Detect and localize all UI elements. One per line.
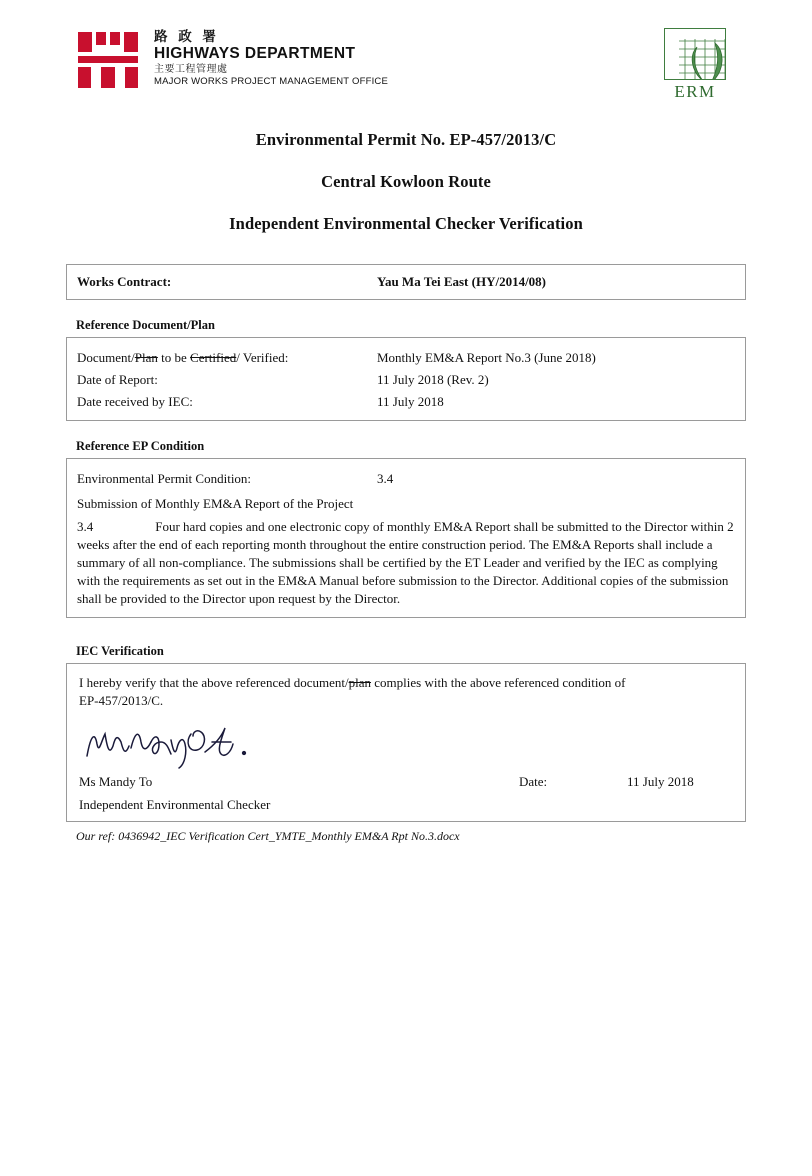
document-page xyxy=(0,28,812,1176)
date-received-by-iec-value: 11 July 2018 xyxy=(377,394,444,409)
reference-document-box xyxy=(66,337,746,421)
statement-struck-plan: plan xyxy=(348,674,372,690)
date-of-report-value: 11 July 2018 (Rev. 2) xyxy=(377,372,489,387)
date-of-report-label: Date of Report: xyxy=(77,372,158,387)
reference-document-section-label: Reference Document/Plan xyxy=(76,318,215,332)
page-title-verification: Independent Environmental Checker Verification xyxy=(229,214,583,233)
ep-condition-label: Environmental Permit Condition: xyxy=(77,471,252,486)
statement-part1: I hereby verify that the above referenced document/ xyxy=(79,674,349,690)
highways-department-logo-group xyxy=(78,30,388,88)
signer-role: Independent Environmental Checker xyxy=(79,796,271,812)
ep-condition-subtitle: Submission of Monthly EM&A Report of the Project xyxy=(77,496,354,511)
signature-date-value: 11 July 2018 xyxy=(627,773,694,789)
erm-globe-icon xyxy=(664,28,726,80)
document-header xyxy=(66,28,746,108)
works-contract-box xyxy=(66,264,746,300)
document-label-struck-plan: Plan xyxy=(134,350,158,365)
highways-department-name-block xyxy=(154,30,388,87)
iec-verification-statement xyxy=(79,674,733,710)
reference-ep-condition-box xyxy=(66,458,746,618)
document-label-part1: Document/ xyxy=(77,350,135,365)
our-ref-footer: Our ref: 0436942_IEC Verification Cert_YMTE_Monthly EM&A Rpt No.3.docx xyxy=(76,828,460,843)
ep-condition-value: 3.4 xyxy=(377,471,394,486)
signature-image xyxy=(81,716,733,772)
hd-chinese-office: 主要工程管理處 xyxy=(154,64,228,76)
document-certified-value: Monthly EM&A Report No.3 (June 2018) xyxy=(377,350,596,365)
statement-part2: complies with the above referenced condition of xyxy=(371,674,626,690)
ep-condition-clause-text: Four hard copies and one electronic copy of monthly EM&A Report shall be submitted to the Director within 2 weeks after the end of each reporting month throughout the entire construction period. The EM&A Reports shall include a summary of all non-compliance. The submissions shall be certified by the ET Leader and verified by the IEC as complying with the requirements as set out in the EM&A Manual before submission to the Director. Additional copies of the submission shall be provided to the Director upon request by the Director. xyxy=(77,519,734,606)
hd-chinese-name: 路 政 署 xyxy=(154,29,219,45)
document-label-part3: / Verified: xyxy=(236,350,289,365)
document-certified-label xyxy=(77,350,377,366)
signature-date-label: Date: xyxy=(519,773,548,789)
page-title-project: Central Kowloon Route xyxy=(321,172,491,191)
document-label-part2: to be xyxy=(157,350,191,365)
iec-verification-section-label: IEC Verification xyxy=(76,643,164,658)
ep-condition-clause xyxy=(77,518,735,608)
iec-verification-box xyxy=(66,663,746,822)
date-received-by-iec-label: Date received by IEC: xyxy=(77,394,193,409)
signer-name: Ms Mandy To xyxy=(79,773,153,789)
hd-english-name: HIGHWAYS DEPARTMENT xyxy=(154,44,356,62)
works-contract-value: Yau Ma Tei East (HY/2014/08) xyxy=(377,274,547,289)
document-label-struck-certified: Certified xyxy=(190,350,237,365)
signature-details-row xyxy=(79,774,733,790)
reference-ep-condition-section-label: Reference EP Condition xyxy=(76,439,205,453)
document-titles xyxy=(66,130,746,234)
page-title-permit-no: Environmental Permit No. EP-457/2013/C xyxy=(255,130,557,149)
hd-english-office: MAJOR WORKS PROJECT MANAGEMENT OFFICE xyxy=(154,76,389,88)
erm-logo-group xyxy=(658,28,732,102)
works-contract-label: Works Contract: xyxy=(77,274,172,289)
highways-department-logo-icon xyxy=(78,32,140,88)
erm-wordmark: ERM xyxy=(674,82,716,101)
ep-condition-clause-number: 3.4 xyxy=(77,519,94,534)
statement-line2: EP-457/2013/C. xyxy=(79,692,164,708)
